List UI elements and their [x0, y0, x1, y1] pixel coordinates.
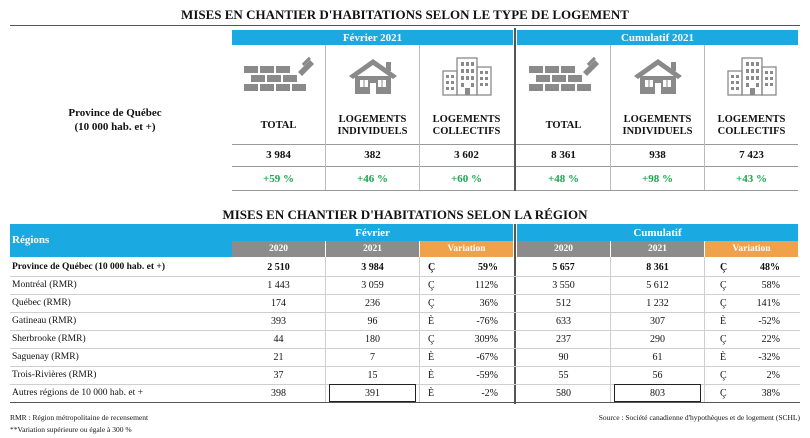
- subheader-variation: Variation: [705, 241, 798, 257]
- region-name: Province de Québec (10 000 hab. et +): [12, 262, 165, 272]
- feb-2021-value: 15: [367, 369, 378, 381]
- top-col-label-line2: INDIVIDUELS: [337, 126, 408, 137]
- feb-2020-value: 2 510: [267, 261, 290, 273]
- top-col-label-line1: LOGEMENTS: [338, 114, 407, 125]
- regions-header: [10, 224, 232, 257]
- subheader-2020: 2020: [517, 241, 610, 257]
- top-col-label-line1: TOTAL: [260, 120, 297, 131]
- brick-wall-icon: [517, 48, 610, 104]
- subheader-2021: 2021: [611, 241, 704, 257]
- house-icon: [611, 48, 704, 104]
- cumul-trend-symbol: Ç: [720, 387, 727, 399]
- footnote-variation: **Variation supérieure ou égale à 300 %: [10, 425, 132, 434]
- cumul-2021-value: 5 612: [646, 279, 669, 291]
- cumul-variation: 2%: [766, 369, 780, 381]
- feb-2020-value: 37: [273, 369, 284, 381]
- feb-variation: -59%: [476, 369, 498, 381]
- cumul-variation: 58%: [761, 279, 780, 291]
- cumul-2020-value: 512: [556, 297, 571, 309]
- cumul-2021-value: 61: [652, 351, 663, 363]
- feb-2020-value: 398: [271, 387, 286, 399]
- feb-2020-value: 174: [271, 297, 286, 309]
- top-col-variation: +48 %: [547, 173, 580, 185]
- region-name: Gatineau (RMR): [12, 316, 77, 326]
- top-col-label: [611, 108, 704, 144]
- top-col-value: 8 361: [551, 149, 576, 161]
- cumul-2020-value: 580: [556, 387, 571, 399]
- cumul-variation: 48%: [760, 261, 780, 273]
- top-col-variation: +59 %: [262, 173, 295, 185]
- bottom-title: MISES EN CHANTIER D'HABITATIONS SELON LA RÉGION: [222, 207, 588, 222]
- top-col-value: 938: [649, 149, 666, 161]
- cumul-variation: 38%: [761, 387, 780, 399]
- top-col-label-line2: COLLECTIFS: [432, 126, 501, 137]
- top-title: MISES EN CHANTIER D'HABITATIONS SELON LE TYPE DE LOGEMENT: [181, 7, 629, 22]
- cumul-2020-value: 237: [556, 333, 571, 345]
- subheader-variation: Variation: [420, 241, 513, 257]
- feb-2021-value: 3 984: [361, 261, 384, 273]
- feb-2020-value: 1 443: [267, 279, 290, 291]
- cumul-2020-value: 5 657: [552, 261, 575, 273]
- feb-2021-value: 7: [370, 351, 375, 363]
- region-name: Autres régions de 10 000 hab. et +: [12, 388, 143, 398]
- feb-2020-value: 44: [273, 333, 284, 345]
- bottom-group-feb-header: Février: [232, 224, 513, 241]
- feb-trend-symbol: È: [428, 369, 435, 381]
- row-label-line1: Province de Québec: [68, 107, 162, 119]
- feb-trend-symbol: Ç: [428, 333, 435, 345]
- bottom-group-cumul-header: Cumulatif: [517, 224, 798, 241]
- source-note: Source : Société canadienne d'hypothèques et de logement (SCHL): [598, 413, 800, 422]
- cumul-2020-value: 3 550: [552, 279, 575, 291]
- cumul-2021-value: 8 361: [646, 261, 669, 273]
- top-col-label-line2: COLLECTIFS: [717, 126, 786, 137]
- feb-trend-symbol: Ç: [428, 261, 436, 273]
- top-col-label: [705, 108, 798, 144]
- feb-2021-value: 96: [367, 315, 378, 327]
- top-col-value: 3 984: [266, 149, 291, 161]
- feb-trend-symbol: È: [428, 315, 435, 327]
- region-name: Saguenay (RMR): [12, 352, 79, 362]
- cumul-variation: 141%: [756, 297, 780, 309]
- cumul-variation: 22%: [761, 333, 780, 345]
- feb-trend-symbol: Ç: [428, 279, 435, 291]
- top-col-value: 382: [364, 149, 381, 161]
- cumul-2021-value: 803: [614, 384, 701, 402]
- feb-variation: 112%: [475, 279, 498, 291]
- region-name: Sherbrooke (RMR): [12, 334, 86, 344]
- top-col-variation: +60 %: [450, 173, 483, 185]
- feb-variation: -2%: [481, 387, 498, 399]
- feb-variation: 36%: [479, 297, 498, 309]
- top-col-variation: +46 %: [356, 173, 389, 185]
- brick-wall-icon: [232, 48, 325, 104]
- feb-trend-symbol: Ç: [428, 297, 435, 309]
- cumul-trend-symbol: Ç: [720, 333, 727, 345]
- cumul-trend-symbol: È: [720, 351, 727, 363]
- apartment-building-icon: [420, 48, 513, 104]
- cumul-2020-value: 55: [558, 369, 569, 381]
- cumul-trend-symbol: Ç: [720, 279, 727, 291]
- top-col-label: [232, 108, 325, 144]
- feb-2021-value: 3 059: [361, 279, 384, 291]
- feb-variation: 59%: [478, 261, 498, 273]
- region-name: Québec (RMR): [12, 298, 71, 308]
- top-group-cumul-header: Cumulatif 2021: [517, 30, 798, 45]
- cumul-variation: -32%: [758, 351, 780, 363]
- top-group-feb-header: Février 2021: [232, 30, 513, 45]
- feb-variation: -76%: [476, 315, 498, 327]
- feb-trend-symbol: È: [428, 387, 435, 399]
- regions-header-label: Régions: [12, 234, 50, 246]
- top-col-label-line1: TOTAL: [545, 120, 582, 131]
- top-col-label-line2: INDIVIDUELS: [622, 126, 693, 137]
- feb-2021-value: 180: [365, 333, 380, 345]
- top-col-variation: +98 %: [641, 173, 674, 185]
- feb-trend-symbol: È: [428, 351, 435, 363]
- cumul-2021-value: 1 232: [646, 297, 669, 309]
- top-col-value: 3 602: [454, 149, 479, 161]
- feb-variation: -67%: [476, 351, 498, 363]
- top-col-label-line1: LOGEMENTS: [432, 114, 501, 125]
- region-name: Trois-Rivières (RMR): [12, 370, 97, 380]
- cumul-2021-value: 56: [652, 369, 663, 381]
- title-rule: [10, 25, 800, 26]
- apartment-building-icon: [705, 48, 798, 104]
- cumul-trend-symbol: Ç: [720, 297, 727, 309]
- cumul-2021-value: 307: [650, 315, 665, 327]
- feb-variation: 309%: [474, 333, 498, 345]
- cumul-trend-symbol: Ç: [720, 369, 727, 381]
- house-icon: [326, 48, 419, 104]
- subheader-2020: 2020: [232, 241, 325, 257]
- cumul-2021-value: 290: [650, 333, 665, 345]
- top-col-value: 7 423: [739, 149, 764, 161]
- region-name: Montréal (RMR): [12, 280, 77, 290]
- cumul-2020-value: 90: [558, 351, 569, 363]
- cumul-variation: -52%: [758, 315, 780, 327]
- top-col-label-line1: LOGEMENTS: [623, 114, 692, 125]
- feb-2020-value: 393: [271, 315, 286, 327]
- top-col-label: [420, 108, 513, 144]
- cumul-trend-symbol: Ç: [720, 261, 728, 273]
- top-col-label-line1: LOGEMENTS: [717, 114, 786, 125]
- row-label-line2: (10 000 hab. et +): [74, 121, 156, 133]
- footnote-rmr: RMR : Région métropolitaine de recensement: [10, 413, 149, 422]
- cumul-2020-value: 633: [556, 315, 571, 327]
- top-col-variation: +43 %: [735, 173, 768, 185]
- cumul-trend-symbol: È: [720, 315, 727, 327]
- feb-2021-value: 391: [329, 384, 416, 402]
- top-col-label: [326, 108, 419, 144]
- subheader-2021: 2021: [326, 241, 419, 257]
- top-col-label: [517, 108, 610, 144]
- feb-2021-value: 236: [365, 297, 380, 309]
- feb-2020-value: 21: [273, 351, 284, 363]
- top-row-label: [40, 102, 190, 138]
